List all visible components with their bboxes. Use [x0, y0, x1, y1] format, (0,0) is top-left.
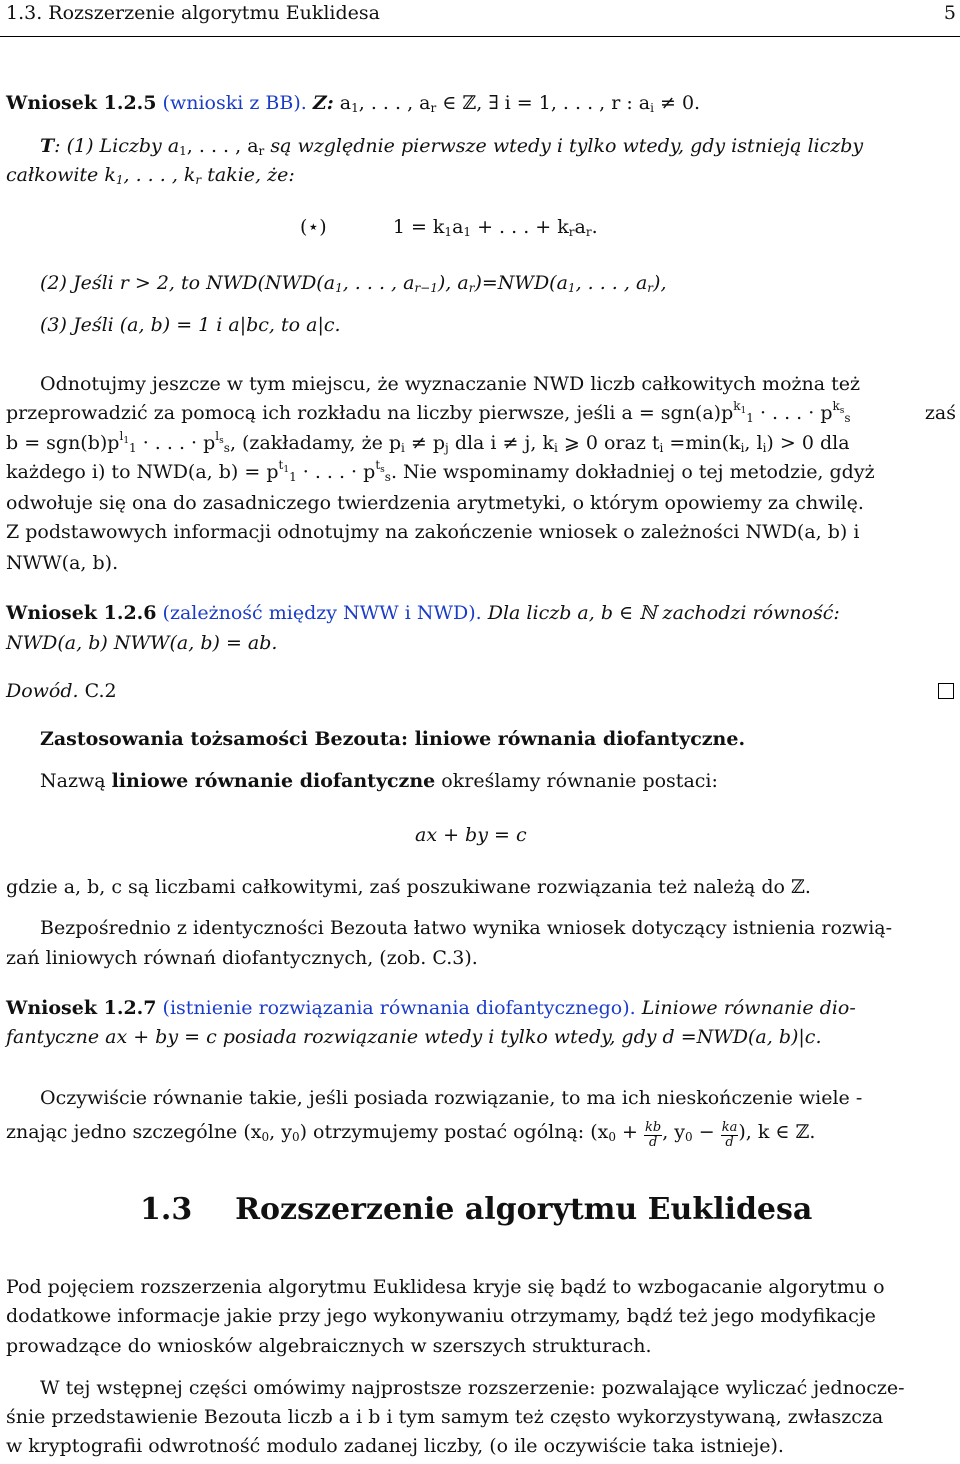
- para1-line3: $b = sgn(b)p^{l_1}_1$ · . . . · $p^{l_s}_s$, (zakładamy, że $p_i \ne p_j$ dla i ≠ j, $k_i$ ⩾ 0 oraz $t_i =\min(k_i$, $l_i) > 0$ dla: [6, 429, 850, 455]
- header-title: 1.3. Rozszerzenie algorytmu Euklidesa: [6, 2, 380, 24]
- para2-line1: [40, 768, 718, 794]
- para1-line5: odwołuje się ona do zasadniczego twierdzenia arytmetyki, o którym opowiemy za chwilę.: [6, 492, 864, 514]
- assumption-marker: Z:: [312, 92, 334, 114]
- corollary-label: Wniosek 1.2.5: [6, 92, 157, 114]
- qed-square-icon: [938, 683, 954, 699]
- corollary-1-2-5-line1: Wniosek 1.2.5 (wnioski z BB). Z: $a_1$, . . . , $a_r$ ∈ ℤ, ∃ i = 1, . . . , r : $a_i \ne 0$.: [6, 92, 701, 115]
- para5-line1: Pod pojęciem rozszerzenia algorytmu Euklidesa kryje się bądź to wzbogacanie algorytmu o: [6, 1276, 885, 1298]
- corollary-1-2-5-part2: (2) Jeśli r > 2, to $NWD(NWD(a_1$, . . . , $a_{r-1}$), $a_r)=NWD(a_1$, . . . , $a_r$),: [40, 272, 667, 295]
- para1-line7: NWW(a, b).: [6, 552, 119, 574]
- para4-line2: znając jedno szczególne ($x_0$, $y_0$) otrzymujemy postać ogólną: ($x_0$ + $\frac{kb}{d}$ , $y_0$ − $\frac{ka}{d}$ ), k ∈ ℤ.: [6, 1120, 816, 1150]
- para4-line1: Oczywiście równanie takie, jeśli posiada rozwiązanie, to ma ich nieskończenie wiele -: [40, 1087, 863, 1109]
- subsection-heading: Zastosowania tożsamości Bezouta: liniowe równania diofantyczne.: [40, 728, 746, 750]
- para1-line2: przeprowadzić za pomocą ich rozkładu na liczby pierwsze, jeśli $a = sgn(a)p^{k_1}_1$ · . . . · $p^{k_s}_s$ zaś: [6, 399, 956, 425]
- diophantine-equation: ax + by = c: [415, 824, 527, 846]
- para6-line2: śnie przedstawienie Bezouta liczb a i b i tym samym też często wykorzystywaną, zwłaszcza: [6, 1406, 884, 1428]
- para1-line6: Z podstawowych informacji odnotujmy na zakończenie wniosek o zależności NWD(a, b) i: [6, 521, 860, 543]
- corollary-link[interactable]: (zależność między NWW i NWD).: [162, 602, 482, 624]
- section-number: 1.3: [140, 1192, 193, 1227]
- para1-line4-end: . Nie wspominamy dokładniej o tej metodzie, gdyż: [390, 461, 875, 483]
- para4-line2-end: ), k ∈ ℤ.: [738, 1121, 816, 1143]
- proof-label: Dowód.: [6, 680, 79, 702]
- para6-line3: w kryptografii odwrotność modulo zadanej liczby, (o ile oczywiście taka istnieje).: [6, 1435, 784, 1457]
- corollary-1-2-5-part3: (3) Jeśli (a, b) = 1 i a|bc, to a|c.: [40, 314, 341, 336]
- para3-line2: zań liniowych równań diofantycznych, (zob. C.3).: [6, 947, 478, 969]
- assumption-text: a: [333, 92, 352, 114]
- section-title: Rozszerzenie algorytmu Euklidesa: [235, 1192, 813, 1227]
- part2-text: (2) Jeśli r > 2, to NWD(NWD(a: [40, 272, 336, 294]
- corollary-1-2-6-line1: [6, 600, 840, 626]
- corollary-link[interactable]: (istnienie rozwiązania równania diofantycznego).: [162, 997, 636, 1019]
- para2-after: gdzie a, b, c są liczbami całkowitymi, zaś poszukiwane rozwiązania też należą do ℤ.: [6, 876, 811, 898]
- para3-line1: Bezpośrednio z identyczności Bezouta łatwo wynika wniosek dotyczący istnienia rozwią-: [40, 917, 893, 939]
- para6-line1: W tej wstępnej części omówimy najprostsze rozszerzenie: pozwalające wyliczać jednocze-: [40, 1377, 905, 1399]
- header-rule: [0, 36, 960, 37]
- para5-line2: dodatkowe informacje jakie przy jego wykonywaniu otrzymamy, bądź też jego modyfikacje: [6, 1305, 876, 1327]
- para5-line3: prowadzące do wniosków algebraicznych w szerszych strukturach.: [6, 1335, 652, 1357]
- proof-line: [6, 678, 117, 704]
- corollary-1-2-7-line2: fantyczne ax + by = c posiada rozwiązanie wtedy i tylko wtedy, gdy d =NWD(a, b)|c.: [6, 1026, 822, 1048]
- para2-text-b: określamy równanie postaci:: [435, 770, 718, 792]
- thesis-text: : (1) Liczby a: [54, 135, 180, 157]
- para1-line2-text: przeprowadzić za pomocą ich rozkładu na liczby pierwsze, jeśli a = sgn(a)p: [6, 402, 734, 424]
- thesis-cont: całkowite k: [6, 164, 116, 186]
- para4-line2-text: znając jedno szczególne (x: [6, 1121, 262, 1143]
- corollary-label: Wniosek 1.2.6: [6, 602, 157, 624]
- page-number: 5: [943, 2, 956, 24]
- corollary-text: Dla liczb a, b ∈ ℕ zachodzi równość:: [487, 602, 840, 624]
- para1-line4: każdego i) to NWD(a, $b) = p^{t_1}_1$ · . . . · $p^{t_s}_s$. Nie wspominamy dokładniej o tej metodzie, gdyż: [6, 458, 875, 484]
- para1-line3-text: b = sgn(b)p: [6, 432, 120, 454]
- corollary-label: Wniosek 1.2.7: [6, 997, 157, 1019]
- star-eq: 1 = k: [392, 216, 445, 238]
- proof-ref: C.2: [78, 680, 117, 702]
- running-header: [6, 2, 956, 30]
- corollary-1-2-5-line3: całkowite $k_1$, . . . , $k_r$ takie, że:: [6, 164, 295, 187]
- para1-line4-text: każdego i) to NWD(a, b) = p: [6, 461, 279, 483]
- star-label: (⋆): [300, 216, 327, 238]
- corollary-1-2-7-line1: [6, 995, 856, 1021]
- corollary-link[interactable]: (wnioski z BB).: [162, 92, 307, 114]
- thesis-marker: T: [40, 135, 55, 157]
- para2-text-a: Nazwą: [40, 770, 112, 792]
- bezout-identity: (⋆) $1 = k_1a_1$ + . . . + $k_ra_r$.: [300, 216, 598, 239]
- corollary-1-2-5-line2: T: (1) Liczby $a_1$, . . . , $a_r$ są względnie pierwsze wtedy i tylko wtedy, gdy istnieją liczby: [40, 135, 864, 158]
- corollary-1-2-6-line2: NWD(a, b) NWW(a, b) = ab.: [6, 632, 278, 654]
- para4-line2-mid: ) otrzymujemy postać ogólną: (x: [299, 1121, 609, 1143]
- corollary-text: Liniowe równanie dio-: [635, 997, 856, 1019]
- para1-line1: Odnotujmy jeszcze w tym miejscu, że wyznaczanie NWD liczb całkowitych można też: [40, 373, 861, 395]
- para2-term: liniowe równanie diofantyczne: [111, 770, 436, 792]
- para1-line2-end: zaś: [924, 402, 956, 424]
- section-heading: [140, 1192, 812, 1227]
